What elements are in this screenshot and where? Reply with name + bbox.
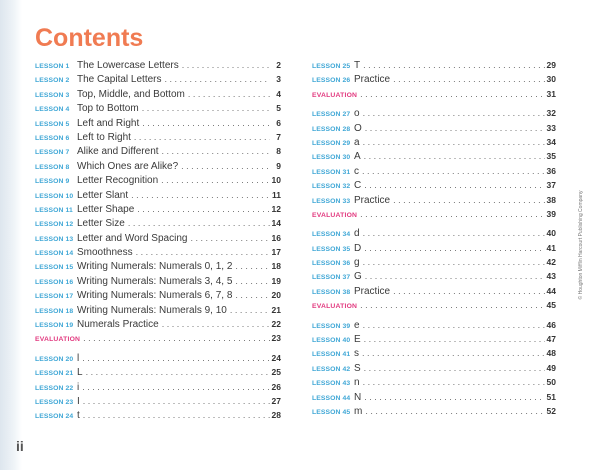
lesson-title: o [354, 108, 360, 120]
page-ref: 3 [276, 74, 281, 85]
dot-leader [162, 317, 270, 331]
dot-leader [162, 144, 270, 158]
lesson-title: O [354, 122, 362, 134]
evaluation-label: EVALUATION [35, 336, 81, 344]
lesson-title: Left and Right [77, 117, 140, 129]
page-ref: 11 [272, 189, 281, 200]
lesson-title: n [354, 377, 360, 389]
toc-entry [312, 193, 556, 207]
toc-entry [312, 255, 556, 269]
lesson-label: LESSON 32 [312, 183, 351, 191]
page-ref: 2 [276, 60, 281, 70]
page-ref: 38 [546, 194, 556, 205]
page-ref: 41 [546, 242, 556, 253]
page-ref: 7 [276, 131, 281, 142]
dot-leader [136, 245, 270, 259]
toc-entry [312, 375, 556, 389]
page-ref: 14 [271, 218, 281, 229]
page-ref: 29 [546, 60, 556, 70]
toc-entry [35, 245, 281, 259]
page-ref: 42 [546, 257, 556, 268]
toc-entry [35, 116, 281, 130]
dot-leader [363, 375, 545, 389]
contents-left-column [35, 58, 281, 423]
toc-evaluation-row [312, 207, 556, 221]
dot-leader [364, 361, 545, 375]
dot-leader [142, 116, 270, 130]
toc-evaluation-row [312, 87, 556, 101]
lesson-title: E [354, 334, 361, 346]
page-ref: 18 [271, 261, 281, 272]
page-ref: 5 [276, 103, 281, 114]
dot-leader [362, 346, 545, 360]
lesson-title: T [354, 60, 361, 71]
lesson-title: G [354, 271, 362, 283]
dot-leader [363, 255, 545, 269]
toc-entry [312, 149, 556, 163]
toc-entry [35, 72, 281, 86]
lesson-label: LESSON 3 [35, 91, 70, 99]
lesson-title: The Lowercase Letters [77, 60, 179, 71]
dot-leader [360, 87, 545, 101]
toc-entry [312, 332, 556, 346]
page-ref: 8 [276, 146, 281, 157]
dot-leader [161, 173, 270, 187]
dot-leader [82, 380, 270, 394]
dot-leader [235, 274, 270, 288]
dot-leader [393, 72, 545, 86]
page-ref: 10 [271, 175, 281, 186]
toc-entry [312, 226, 556, 240]
lesson-title: S [354, 362, 361, 374]
lesson-label: LESSON 41 [312, 351, 351, 359]
lesson-title: Letter Shape [77, 203, 135, 215]
lesson-label: LESSON 37 [312, 274, 351, 282]
lesson-label: LESSON 4 [35, 106, 70, 114]
dot-leader [360, 298, 545, 312]
evaluation-label: EVALUATION [312, 91, 358, 99]
dot-leader [165, 72, 271, 86]
toc-entry [35, 351, 281, 365]
page-ref: 22 [271, 319, 281, 330]
lesson-label: LESSON 26 [312, 77, 351, 85]
lesson-title: Which Ones are Alike? [77, 160, 179, 172]
lesson-label: LESSON 6 [35, 134, 70, 142]
toc-entry [35, 408, 281, 422]
page-ref: 44 [546, 285, 556, 296]
lesson-title: c [354, 165, 359, 177]
toc-entry [312, 284, 556, 298]
page-ref: 49 [546, 362, 556, 373]
dot-leader [364, 149, 545, 163]
dot-leader [364, 241, 545, 255]
lesson-label: LESSON 5 [35, 120, 70, 128]
lesson-label: LESSON 13 [35, 235, 74, 243]
toc-entry [312, 241, 556, 255]
dot-leader [83, 331, 270, 345]
lesson-label: LESSON 36 [312, 260, 351, 268]
toc-entry [35, 274, 281, 288]
lesson-label: LESSON 10 [35, 192, 74, 200]
lesson-title: Writing Numerals: Numerals 0, 1, 2 [77, 261, 233, 273]
lesson-label: LESSON 25 [312, 63, 351, 70]
lesson-title: l [77, 352, 80, 364]
toc-entry [312, 361, 556, 375]
dot-leader [131, 188, 270, 202]
lesson-label: LESSON 24 [35, 413, 74, 421]
lesson-label: LESSON 7 [35, 149, 70, 157]
lesson-title: Letter Slant [77, 189, 129, 201]
toc-entry [35, 380, 281, 394]
toc-entry [35, 231, 281, 245]
page-ref: 27 [271, 395, 281, 406]
lesson-label: LESSON 17 [35, 293, 74, 301]
lesson-label: LESSON 12 [35, 221, 74, 229]
toc-entry [35, 144, 281, 158]
lesson-title: Top to Bottom [77, 103, 139, 115]
lesson-title: m [354, 405, 363, 417]
page-ref: 33 [546, 122, 556, 133]
dot-leader [142, 101, 270, 115]
toc-entry [35, 303, 281, 317]
lesson-title: I [77, 395, 80, 407]
lesson-title: d [354, 228, 360, 240]
dot-leader [363, 58, 545, 72]
lesson-title: a [354, 136, 360, 148]
lesson-title: Writing Numerals: Numerals 3, 4, 5 [77, 275, 233, 287]
page-ref: 50 [546, 377, 556, 388]
toc-entry [312, 346, 556, 360]
dot-leader [363, 226, 545, 240]
page-ref: 43 [546, 271, 556, 282]
dot-leader [190, 231, 270, 245]
page-ref: 45 [546, 300, 556, 311]
lesson-label: LESSON 20 [35, 355, 74, 363]
lesson-label: LESSON 34 [312, 231, 351, 239]
lesson-label: LESSON 27 [312, 111, 351, 119]
toc-entry [35, 259, 281, 273]
page-ref: 6 [276, 117, 281, 128]
dot-leader [182, 58, 270, 72]
page-ref: 24 [271, 352, 281, 363]
lesson-title: Left to Right [77, 131, 131, 143]
page-ref: 9 [276, 160, 281, 171]
dot-leader [363, 106, 545, 120]
toc-entry [35, 288, 281, 302]
lesson-label: LESSON 15 [35, 264, 74, 272]
lesson-label: LESSON 43 [312, 380, 351, 388]
page-ref: 34 [546, 136, 556, 147]
page-title: Contents [35, 24, 144, 52]
lesson-label: LESSON 14 [35, 250, 74, 258]
dot-leader [134, 130, 270, 144]
page-ref: 20 [271, 290, 281, 301]
lesson-title: Writing Numerals: Numerals 9, 10 [77, 304, 227, 316]
page-ref: 31 [546, 88, 556, 99]
page-ref: 51 [546, 391, 556, 402]
dot-leader [230, 303, 270, 317]
toc-entry [312, 390, 556, 404]
page-edge-shade [0, 0, 22, 470]
lesson-label: LESSON 1 [35, 63, 70, 70]
lesson-label: LESSON 44 [312, 394, 351, 402]
toc-entry [312, 58, 556, 72]
lesson-title: i [77, 381, 80, 393]
lesson-label: LESSON 29 [312, 139, 351, 147]
page-ref: 30 [546, 74, 556, 85]
lesson-label: LESSON 23 [35, 398, 74, 406]
dot-leader [86, 365, 270, 379]
lesson-label: LESSON 11 [35, 206, 73, 214]
page-ref: 32 [546, 108, 556, 119]
lesson-title: Smoothness [77, 247, 133, 259]
page-ref: 35 [546, 151, 556, 162]
page-ref: 40 [546, 228, 556, 239]
lesson-label: LESSON 40 [312, 337, 351, 345]
lesson-label: LESSON 18 [35, 307, 74, 315]
dot-leader [365, 121, 545, 135]
toc-entry [312, 178, 556, 192]
toc-evaluation-row [312, 298, 556, 312]
dot-leader [363, 318, 545, 332]
lesson-title: g [354, 257, 360, 269]
toc-entry [312, 106, 556, 120]
toc-entry [312, 164, 556, 178]
lesson-title: Letter and Word Spacing [77, 232, 188, 244]
dot-leader [362, 164, 545, 178]
toc-entry [312, 269, 556, 283]
lesson-label: LESSON 9 [35, 178, 70, 186]
toc-entry [35, 130, 281, 144]
dot-leader [360, 207, 545, 221]
page-number: ii [16, 438, 24, 454]
lesson-title: Writing Numerals: Numerals 6, 7, 8 [77, 290, 233, 302]
lesson-label: LESSON 2 [35, 77, 70, 85]
lesson-label: LESSON 8 [35, 163, 70, 171]
page-ref: 12 [271, 203, 281, 214]
dot-leader [235, 259, 270, 273]
lesson-title: A [354, 151, 361, 163]
dot-leader [181, 159, 270, 173]
page-ref: 21 [271, 304, 281, 315]
toc-entry [35, 159, 281, 173]
lesson-title: Numerals Practice [77, 319, 159, 331]
toc-entry [312, 135, 556, 149]
dot-leader [365, 269, 545, 283]
toc-entry [312, 72, 556, 86]
lesson-label: LESSON 28 [312, 125, 351, 133]
dot-leader [364, 332, 545, 346]
page-ref: 19 [271, 275, 281, 286]
lesson-label: LESSON 33 [312, 197, 351, 205]
toc-entry [312, 318, 556, 332]
lesson-label: LESSON 39 [312, 322, 351, 330]
dot-leader [83, 408, 270, 422]
toc-entry [35, 216, 281, 230]
lesson-title: e [354, 319, 360, 331]
lesson-title: C [354, 180, 362, 192]
lesson-title: t [77, 410, 80, 422]
lesson-title: Practice [354, 285, 391, 297]
lesson-label: LESSON 21 [35, 370, 74, 378]
lesson-label: LESSON 16 [35, 278, 74, 286]
lesson-title: Letter Recognition [77, 175, 159, 187]
dot-leader [188, 87, 270, 101]
contents-right-column [312, 58, 556, 418]
toc-entry [35, 58, 281, 72]
toc-entry [312, 121, 556, 135]
toc-entry [35, 202, 281, 216]
lesson-label: LESSON 35 [312, 245, 351, 253]
copyright-notice: © Houghton Mifflin Harcourt Publishing Company [578, 190, 584, 300]
toc-entry [35, 101, 281, 115]
toc-entry [35, 365, 281, 379]
dot-leader [393, 193, 545, 207]
page-ref: 52 [546, 405, 556, 416]
dot-leader [364, 390, 545, 404]
dot-leader [235, 288, 270, 302]
lesson-label: LESSON 38 [312, 288, 351, 296]
toc-evaluation-row [35, 331, 281, 345]
lesson-label: LESSON 45 [312, 408, 351, 416]
evaluation-label: EVALUATION [312, 211, 358, 219]
lesson-title: s [354, 348, 359, 360]
page-ref: 16 [271, 232, 281, 243]
lesson-title: Alike and Different [77, 146, 159, 158]
page-ref: 47 [546, 334, 556, 345]
page-ref: 48 [546, 348, 556, 359]
dot-leader [137, 202, 270, 216]
dot-leader [82, 351, 270, 365]
toc-entry [312, 404, 556, 418]
page-ref: 25 [271, 367, 281, 378]
lesson-label: LESSON 22 [35, 384, 74, 392]
dot-leader [365, 404, 545, 418]
toc-entry [35, 173, 281, 187]
lesson-title: N [354, 391, 362, 403]
lesson-title: The Capital Letters [77, 74, 162, 86]
page-ref: 39 [546, 208, 556, 219]
lesson-label: LESSON 42 [312, 365, 351, 373]
evaluation-label: EVALUATION [312, 303, 358, 311]
dot-leader [364, 178, 545, 192]
lesson-title: D [354, 242, 362, 254]
page-ref: 36 [546, 165, 556, 176]
lesson-title: Top, Middle, and Bottom [77, 88, 185, 100]
page-ref: 4 [276, 88, 281, 99]
page-ref: 37 [546, 180, 556, 191]
lesson-title: Practice [354, 194, 391, 206]
lesson-title: Letter Size [77, 218, 125, 230]
lesson-label: LESSON 30 [312, 154, 351, 162]
dot-leader [128, 216, 270, 230]
lesson-title: L [77, 367, 83, 379]
page-ref: 26 [271, 381, 281, 392]
page-ref: 46 [546, 319, 556, 330]
dot-leader [393, 284, 545, 298]
dot-leader [83, 394, 270, 408]
toc-entry [35, 394, 281, 408]
page-ref: 23 [271, 333, 281, 344]
toc-entry [35, 317, 281, 331]
toc-entry [35, 188, 281, 202]
page-ref: 17 [271, 247, 281, 258]
page-ref: 28 [271, 410, 281, 421]
dot-leader [363, 135, 545, 149]
lesson-title: Practice [354, 74, 391, 86]
toc-entry [35, 87, 281, 101]
lesson-label: LESSON 19 [35, 322, 74, 330]
lesson-label: LESSON 31 [312, 168, 351, 176]
